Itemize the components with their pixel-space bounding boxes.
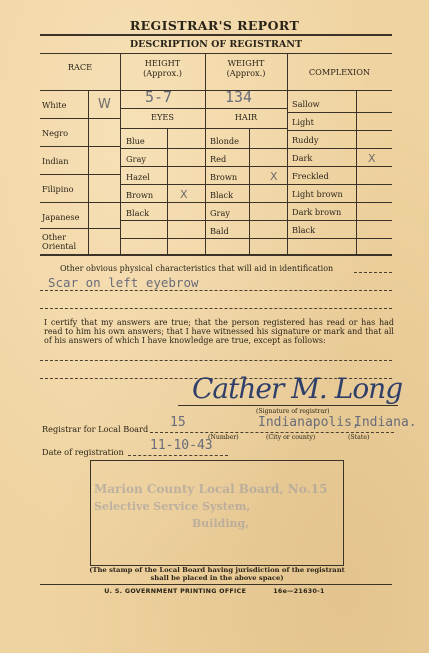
registration-date: 11-10-43 <box>150 438 213 453</box>
complexion-dark: Dark <box>292 153 313 163</box>
height-header: HEIGHT <box>144 58 181 68</box>
footer-rule <box>40 584 392 585</box>
card-title: REGISTRAR'S REPORT <box>129 18 300 33</box>
form-number: 16e—21630-1 <box>273 588 325 595</box>
race-negro: Negro <box>42 128 69 138</box>
row-rule <box>40 228 120 229</box>
caption-state: (State) <box>348 434 370 441</box>
row-rule <box>287 112 392 113</box>
weight-header: WEIGHT <box>227 58 265 68</box>
race-other: Other <box>42 232 67 242</box>
exception-line <box>40 360 392 361</box>
certification-text: I certify that my answers are true; that the person registered has read or has had read to him his own answers; that I have witnessed his signature or mark and that all of his answers of which I have knowledge are true, except as follows: <box>44 318 394 346</box>
race-mark: W <box>98 97 111 112</box>
hair-red: Red <box>210 154 227 164</box>
eyes-mark: X <box>180 188 188 201</box>
board-city: Indianapolis, <box>258 415 360 430</box>
height-header-approx: (Approx.) <box>143 68 182 78</box>
eyes-black: Black <box>126 208 150 218</box>
race-oriental: Oriental <box>42 241 77 251</box>
eyes-brown: Brown <box>126 190 154 200</box>
hair-brown: Brown <box>210 172 238 182</box>
row-rule <box>120 184 287 185</box>
complexion-sallow: Sallow <box>292 99 320 109</box>
race-filipino: Filipino <box>42 184 74 194</box>
row-rule <box>287 238 392 239</box>
col-divider <box>287 53 288 254</box>
other-characteristics-value: Scar on left eyebrow <box>48 275 199 290</box>
col-divider <box>120 53 121 254</box>
hair-bald: Bald <box>210 226 229 236</box>
row-rule <box>287 184 392 185</box>
stamp-caption: (The stamp of the Local Board having jurisdiction of the registrant shall be placed in the above space) <box>89 566 345 582</box>
stamp-line-3: Building, <box>192 517 250 530</box>
row-rule <box>120 220 287 221</box>
row-rule <box>287 166 392 167</box>
section-title: DESCRIPTION OF REGISTRANT <box>129 39 303 50</box>
complexion-mark-divider <box>356 90 357 254</box>
caption-number: (Number) <box>208 434 239 441</box>
row-rule <box>120 166 287 167</box>
answer-line <box>40 290 392 291</box>
header-rule <box>40 90 392 91</box>
footer <box>0 588 429 595</box>
row-rule <box>287 220 392 221</box>
race-japanese: Japanese <box>42 212 80 222</box>
complexion-light-brown: Light brown <box>292 189 343 199</box>
stamp-box <box>90 460 344 566</box>
row-rule <box>40 118 120 119</box>
complexion-freckled: Freckled <box>292 171 329 181</box>
date-line <box>128 455 228 456</box>
board-number: 15 <box>170 415 186 430</box>
complexion-header: COMPLEXION <box>308 67 371 77</box>
row-rule <box>40 202 120 203</box>
eyes-header: EYES <box>151 112 174 122</box>
race-mark-divider <box>88 90 89 254</box>
row-rule <box>287 130 392 131</box>
label-dash <box>354 272 392 273</box>
printing-office: U. S. GOVERNMENT PRINTING OFFICE <box>104 588 247 595</box>
hair-gray: Gray <box>210 208 230 218</box>
row-rule <box>120 148 287 149</box>
row-rule <box>287 148 392 149</box>
table-bottom-rule <box>40 254 392 256</box>
col-divider <box>205 53 206 254</box>
value-rule <box>120 108 287 109</box>
hair-mark-divider <box>249 128 250 254</box>
answer-line <box>40 308 392 309</box>
hair-mark: X <box>270 170 278 183</box>
hair-blonde: Blonde <box>210 136 239 146</box>
registrar-signature: Cather M. Long <box>192 372 403 405</box>
signature-line <box>178 405 398 406</box>
complexion-black: Black <box>292 225 316 235</box>
section-rule <box>40 53 392 54</box>
row-rule <box>40 146 120 147</box>
complexion-dark-brown: Dark brown <box>292 207 342 217</box>
hair-header: HAIR <box>234 112 258 122</box>
row-rule <box>120 202 287 203</box>
eyes-hair-rule <box>120 128 287 129</box>
race-header: RACE <box>67 62 93 72</box>
other-characteristics-label: Other obvious physical characteristics that will aid in identification <box>60 264 334 273</box>
row-rule <box>287 202 392 203</box>
board-line <box>150 432 394 433</box>
signature-caption: (Signature of registrar) <box>256 408 330 415</box>
eyes-blue: Blue <box>126 136 145 146</box>
eyes-mark-divider <box>167 128 168 254</box>
height-value: 5-7 <box>145 88 173 106</box>
complexion-ruddy: Ruddy <box>292 135 319 145</box>
caption-city: (City or county) <box>266 434 316 441</box>
weight-value: 134 <box>225 88 253 106</box>
row-rule <box>40 174 120 175</box>
date-label: Date of registration <box>42 447 124 457</box>
stamp-line-1: Marion County Local Board, No.15 <box>94 482 328 496</box>
row-rule <box>120 238 287 239</box>
eyes-hazel: Hazel <box>126 172 150 182</box>
hair-black: Black <box>210 190 234 200</box>
weight-header-approx: (Approx.) <box>226 68 266 78</box>
eyes-gray: Gray <box>126 154 146 164</box>
title-rule <box>40 34 392 36</box>
complexion-mark: X <box>368 152 376 165</box>
complexion-light: Light <box>292 117 314 127</box>
race-white: White <box>42 100 67 110</box>
board-state: Indiana. <box>354 415 417 430</box>
stamp-line-2: Selective Service System, <box>94 500 251 513</box>
registrar-label: Registrar for Local Board <box>42 424 149 434</box>
race-indian: Indian <box>42 156 69 166</box>
